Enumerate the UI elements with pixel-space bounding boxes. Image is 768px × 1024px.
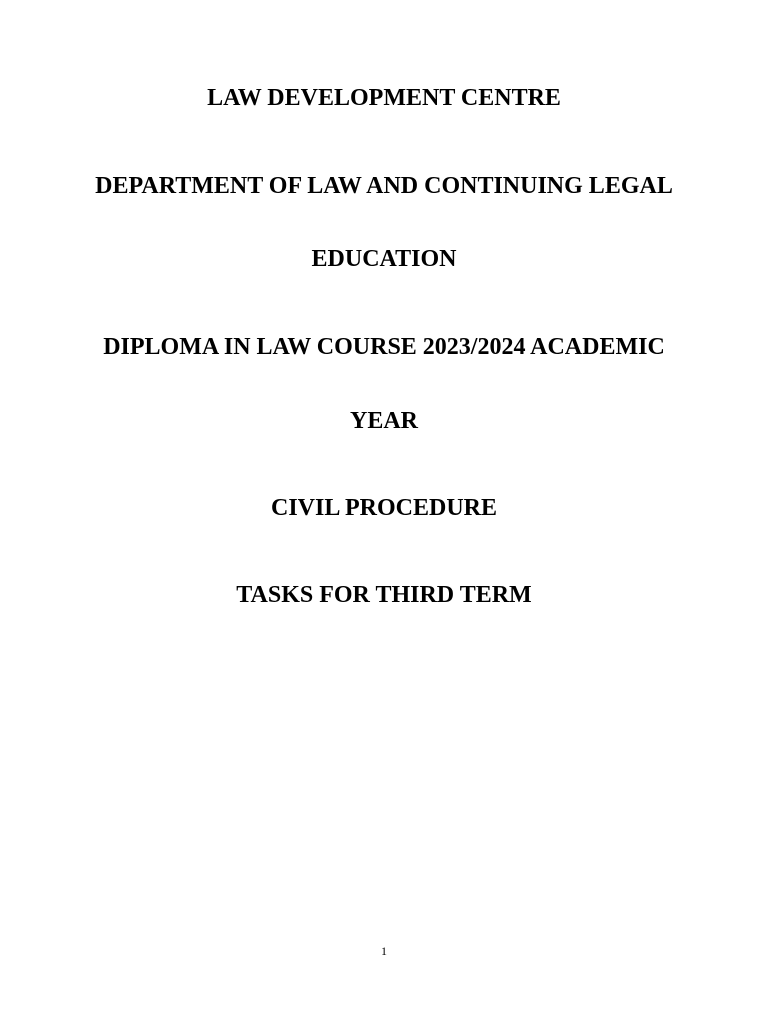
page-number: 1 <box>381 944 387 958</box>
department-title-line-1: DEPARTMENT OF LAW AND CONTINUING LEGAL <box>95 173 673 199</box>
course-title-line-1: DIPLOMA IN LAW COURSE 2023/2024 ACADEMIC <box>103 334 665 360</box>
course-title-line-2: YEAR <box>349 408 418 434</box>
tasks-title: TASKS FOR THIRD TERM <box>236 582 532 608</box>
subject-title: CIVIL PROCEDURE <box>270 495 498 521</box>
institution-title: LAW DEVELOPMENT CENTRE <box>207 85 561 111</box>
department-title-line-2: EDUCATION <box>311 246 457 272</box>
